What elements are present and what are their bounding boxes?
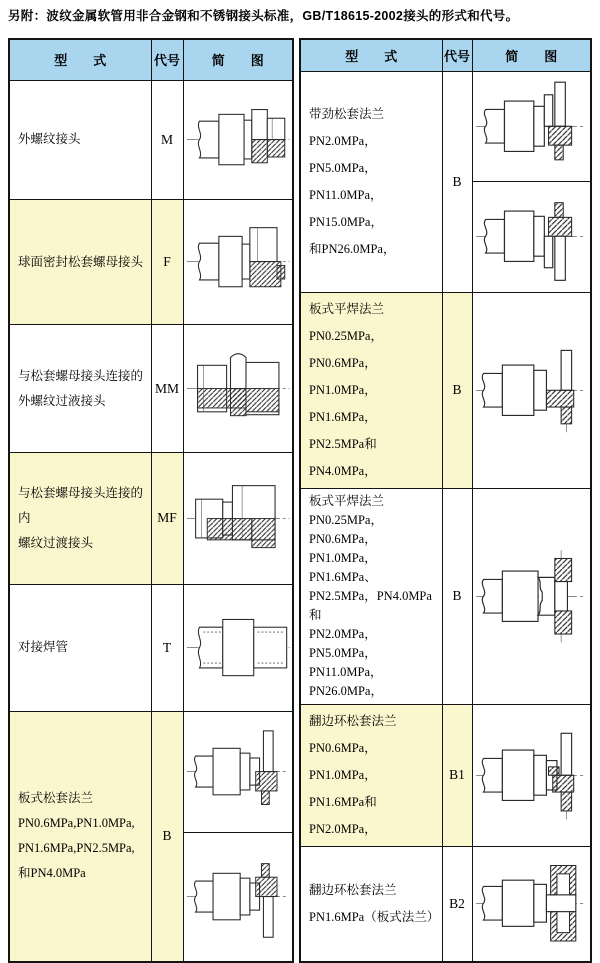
diagram-plate-loose-flange-down-icon — [184, 852, 293, 941]
diagram-cell — [472, 846, 591, 962]
diagram-neck-loose-flange-up-icon — [473, 78, 591, 175]
type-cell: 板式平焊法兰 PN0.25MPa，PN0.6MPa， PN1.0MPa，PN1.6MPa、 PN2.5MPa，PN4.0MPa和 PN2.0MPa，PN5.0MPa， PN11.0MPa，PN26.0MPa， — [300, 488, 442, 704]
table-row — [300, 846, 591, 962]
diagram-male-threaded-joint-icon — [184, 95, 293, 184]
code-cell: B1 — [442, 704, 472, 846]
table-row — [300, 292, 591, 488]
diagram-cell — [183, 584, 293, 711]
table-row — [9, 453, 293, 584]
right-header-row — [300, 39, 591, 71]
table-row — [9, 200, 293, 325]
code-cell: B — [442, 488, 472, 704]
type-cell: 与松套螺母接头连接的 外螺纹过液接头 — [9, 324, 151, 453]
header-type: 型 式 — [9, 39, 151, 80]
table-row — [300, 704, 591, 846]
code-cell: M — [151, 80, 183, 200]
code-cell: B — [151, 711, 183, 962]
diagram-plate-weld-flange-full-icon — [473, 548, 591, 645]
type-cell: 翻边环松套法兰 PN1.6MPa（板式法兰） — [300, 846, 442, 962]
diagram-cell — [472, 292, 591, 488]
diagram-male-thread-transition-icon — [184, 344, 293, 433]
diagram-flanged-ring-loose-plate-flange-icon — [473, 855, 591, 952]
diagram-cell — [183, 453, 293, 584]
diagram-cell — [183, 324, 293, 453]
type-cell: 对接焊管 — [9, 584, 151, 711]
diagram-female-thread-transition-icon — [184, 474, 293, 563]
type-cell: 板式平焊法兰 PN0.25MPa，PN0.6MPa， PN1.0MPa，PN1.6MPa， PN2.5MPa和PN4.0MPa， — [300, 292, 442, 488]
table-row — [300, 488, 591, 704]
header-code: 代号 — [442, 39, 472, 71]
diagram-spherical-seal-loose-nut-icon — [184, 217, 293, 306]
diagram-plate-loose-flange-up-icon — [184, 727, 293, 816]
table-row — [9, 584, 293, 711]
right-table — [299, 38, 592, 963]
diagram-cell — [472, 71, 591, 181]
left-table — [8, 38, 294, 963]
code-cell: F — [151, 200, 183, 325]
header-code: 代号 — [151, 39, 183, 80]
diagram-cell — [472, 704, 591, 846]
page-title: 另附：波纹金属软管用非合金钢和不锈钢接头标准，GB/T18615-2002接头的形式和代号。 — [8, 9, 519, 23]
type-cell: 翻边环松套法兰 PN0.6MPa，PN1.0MPa， PN1.6MPa和PN2.0MPa， — [300, 704, 442, 846]
diagram-cell — [472, 488, 591, 704]
diagram-cell — [183, 80, 293, 200]
diagram-cell — [183, 200, 293, 325]
type-cell: 球面密封松套螺母接头 — [9, 200, 151, 325]
diagram-cell — [183, 711, 293, 832]
type-cell: 板式松套法兰 PN0.6MPa,PN1.0MPa, PN1.6MPa,PN2.5MPa, 和PN4.0MPa — [9, 711, 151, 962]
left-header-row — [9, 39, 293, 80]
type-cell: 外螺纹接头 — [9, 80, 151, 200]
diagram-butt-weld-pipe-icon — [184, 603, 293, 692]
table-row — [9, 711, 293, 832]
diagram-neck-loose-flange-down-icon — [473, 188, 591, 285]
diagram-cell — [183, 832, 293, 962]
diagram-flanged-ring-loose-flange-icon — [473, 727, 591, 824]
diagram-plate-weld-flange-icon — [473, 342, 591, 439]
header-diagram: 简 图 — [183, 39, 293, 80]
code-cell: B — [442, 292, 472, 488]
diagram-cell — [472, 181, 591, 292]
code-cell: MM — [151, 324, 183, 453]
type-cell: 与松套螺母接头连接的内 螺纹过渡接头 — [9, 453, 151, 584]
table-row — [9, 80, 293, 200]
header-type: 型 式 — [300, 39, 442, 71]
table-row — [300, 71, 591, 181]
table-row — [9, 324, 293, 453]
type-cell: 带劲松套法兰 PN2.0MPa，PN5.0MPa， PN11.0MPa，PN15.0MPa， 和PN26.0MPa， — [300, 71, 442, 292]
header-diagram: 简 图 — [472, 39, 591, 71]
code-cell: B — [442, 71, 472, 292]
tables-container — [8, 38, 592, 963]
code-cell: B2 — [442, 846, 472, 962]
code-cell: T — [151, 584, 183, 711]
code-cell: MF — [151, 453, 183, 584]
